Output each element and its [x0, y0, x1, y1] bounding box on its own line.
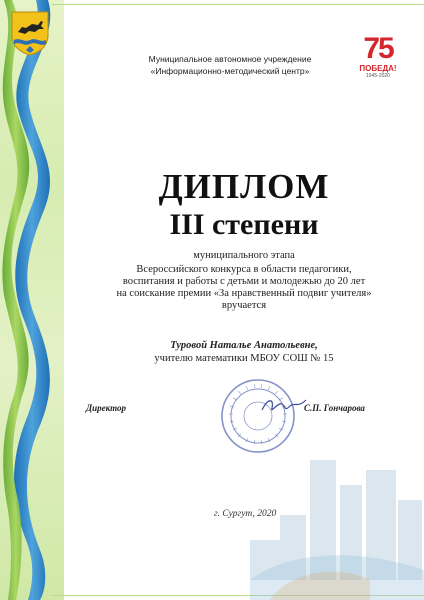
contest-line: воспитания и работы с детьми и молодежью до 20 лет [122, 276, 366, 287]
director-signature [260, 394, 308, 416]
recipient-position: учителю математики МБОУ СОШ № 15 [154, 353, 334, 364]
recipient-block [64, 339, 424, 365]
diploma-degree: III степени [169, 208, 319, 241]
frame-top-line [52, 4, 424, 5]
diploma-title: ДИПЛОМ [158, 167, 330, 206]
organization-header [110, 53, 350, 77]
diploma-stage: муниципального этапа [193, 250, 295, 261]
ribbon-decoration [0, 0, 70, 600]
issue-date-place: г. Сургут, 2020 [214, 509, 277, 519]
contest-line: на соискание премии «За нравственный подвиг учителя» [116, 288, 372, 299]
victory-75-logo [352, 34, 404, 90]
victory-word: ПОБЕДА! [359, 64, 397, 73]
director-label: Директор [86, 403, 126, 413]
organization-line-2: «Информационно-методический центр» [150, 66, 310, 76]
contest-line: Всероссийского конкурса в области педагогики, [136, 264, 352, 275]
surgut-coat-of-arms-icon [10, 10, 50, 56]
recipient-name: Туровой Наталье Анатольевне, [170, 340, 318, 351]
victory-years: 1945-2020 [366, 73, 390, 79]
contest-line: вручается [221, 300, 267, 311]
organization-line-1: Муниципальное автономное учреждение [148, 54, 312, 64]
victory-number: 75 [363, 32, 393, 65]
contest-description [64, 264, 424, 312]
official-stamp-icon [218, 376, 298, 456]
director-name: С.П. Гончарова [304, 403, 365, 413]
